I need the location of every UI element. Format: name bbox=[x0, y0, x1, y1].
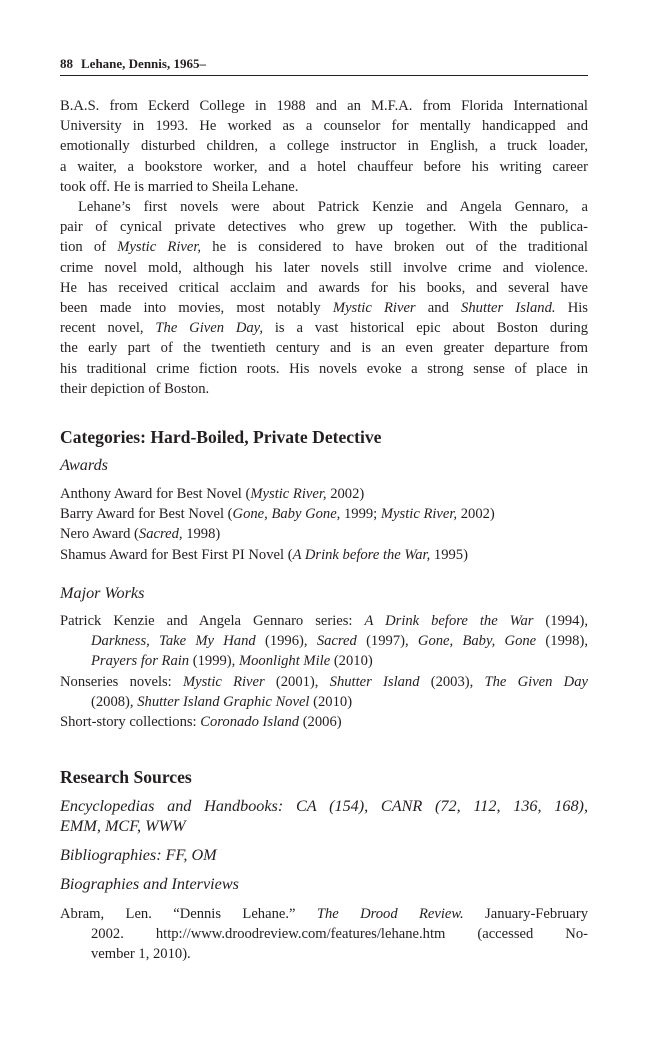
italic-title: Mystic River, bbox=[117, 239, 202, 256]
italic-title: A Drink before the War, bbox=[292, 546, 431, 563]
running-head-title: Lehane, Dennis, 1965– bbox=[81, 56, 206, 71]
bio-paragraph-1 bbox=[60, 96, 588, 197]
italic-title: Moonlight Mile bbox=[238, 653, 331, 670]
major-works-subheading: Major Works bbox=[60, 584, 145, 602]
text-line: EMM, MCF, WWW bbox=[60, 817, 186, 835]
text-line: his traditional crime fiction roots. His novels evoke a strong sense of place in bbox=[60, 360, 588, 377]
works-entry-short-stories bbox=[60, 712, 588, 732]
text-line: tion of Mystic River, he is considered to have broken out of the traditional bbox=[60, 239, 588, 256]
text-line: emotionally disturbed children, a college instructor in English, a truck loader, bbox=[60, 138, 588, 155]
bio-paragraph-2 bbox=[60, 197, 588, 399]
text-line: Lehane’s first novels were about Patrick Kenzie and Angela Gennaro, a bbox=[78, 199, 588, 215]
text-line: Darkness, Take My Hand (1996), Sacred (1997), Gone, Baby, Gone (1998), bbox=[91, 633, 588, 650]
text-line: B.A.S. from Eckerd College in 1988 and an M.F.A. from Florida International bbox=[60, 98, 588, 114]
research-sources-heading: Research Sources bbox=[60, 767, 192, 787]
works-entry-series bbox=[60, 611, 588, 672]
encyclopedias-line bbox=[60, 796, 588, 836]
text-line: recent novel, The Given Day, is a vast historical epic about Boston during bbox=[60, 320, 589, 337]
awards-list bbox=[60, 484, 588, 565]
italic-title: The Given Day bbox=[484, 673, 588, 690]
italic-title: Sacred, bbox=[138, 526, 183, 543]
text-line: pair of cynical private detectives who grew up together. With the publica- bbox=[60, 219, 588, 236]
italic-title: Mystic River, bbox=[250, 486, 327, 502]
text-line: Abram, Len. “Dennis Lehane.” The Drood Review. January-February bbox=[60, 906, 588, 922]
italic-title: Gone, Baby, Gone bbox=[417, 633, 537, 650]
italic-title: Mystic River, bbox=[380, 506, 458, 523]
italic-title: The Drood Review. bbox=[316, 906, 464, 922]
major-works-list bbox=[60, 611, 588, 732]
text-line: University in 1993. He worked as a counselor for mentally handicapped and bbox=[60, 118, 588, 135]
text-line: been made into movies, most notably Mystic River and Shutter Island. His bbox=[60, 299, 588, 316]
bibliographies-line: Bibliographies: FF, OM bbox=[60, 846, 217, 864]
award-item: Shamus Award for Best First PI Novel (A Drink before the War, 1995) bbox=[60, 546, 468, 563]
award-item: Anthony Award for Best Novel (Mystic River, 2002) bbox=[60, 486, 365, 502]
award-item: Barry Award for Best Novel (Gone, Baby Gone, 1999; Mystic River, 2002) bbox=[60, 506, 495, 523]
text-line: Patrick Kenzie and Angela Gennaro series: A Drink before the War (1994), bbox=[60, 613, 588, 629]
text-line: a waiter, a bookstore worker, and a hotel chauffeur before his writing career bbox=[60, 158, 588, 175]
reference-entry bbox=[60, 904, 588, 965]
award-item: Nero Award (Sacred, 1998) bbox=[60, 526, 221, 543]
italic-title: Shutter Island Graphic Novel bbox=[137, 693, 310, 710]
italic-title: Shutter Island bbox=[329, 673, 420, 690]
categories-heading: Categories: Hard-Boiled, Private Detective bbox=[60, 427, 382, 447]
text-line: the early part of the twentieth century and is an even greater departure from bbox=[60, 340, 588, 357]
italic-title: Mystic River bbox=[182, 673, 265, 690]
italic-title: Prayers for Rain bbox=[91, 653, 190, 670]
text-line: He has received critical acclaim and awards for his books, and several have bbox=[60, 279, 588, 296]
text-line: 2002. http://www.droodreview.com/features/lehane.htm (accessed No- bbox=[91, 926, 588, 943]
text-line: took off. He is married to Sheila Lehane. bbox=[60, 178, 299, 195]
biographies-subheading: Biographies and Interviews bbox=[60, 875, 239, 893]
italic-title: Mystic River bbox=[332, 299, 416, 316]
works-entry-nonseries bbox=[60, 672, 588, 712]
text-line: their depiction of Boston. bbox=[60, 380, 210, 397]
italic-title: Shutter Island. bbox=[461, 299, 556, 316]
italic-title: A Drink before the War bbox=[364, 613, 534, 629]
page-number: 88 bbox=[60, 56, 73, 71]
italic-title: The Given Day, bbox=[155, 320, 264, 337]
text-line: Prayers for Rain (1999), Moonlight Mile (2010) bbox=[91, 653, 373, 670]
awards-subheading: Awards bbox=[60, 456, 108, 474]
text-line: Encyclopedias and Handbooks: CA (154), CANR (72, 112, 136, 168), bbox=[60, 797, 588, 815]
italic-title: Darkness, Take My Hand bbox=[91, 633, 256, 650]
text-line: Short-story collections: Coronado Island (2006) bbox=[60, 713, 342, 730]
text-line: crime novel mold, although his later novels still involve crime and violence. bbox=[60, 259, 588, 276]
running-head bbox=[60, 56, 588, 72]
text-line: (2008), Shutter Island Graphic Novel (2010) bbox=[91, 693, 353, 710]
text-line: Nonseries novels: Mystic River (2001), Shutter Island (2003), The Given Day bbox=[60, 673, 588, 690]
header-rule bbox=[60, 75, 588, 76]
text-line: vember 1, 2010). bbox=[91, 946, 191, 963]
italic-title: Coronado Island bbox=[200, 713, 300, 730]
italic-title: Gone, Baby Gone, bbox=[232, 506, 341, 523]
italic-title: Sacred bbox=[316, 633, 357, 650]
